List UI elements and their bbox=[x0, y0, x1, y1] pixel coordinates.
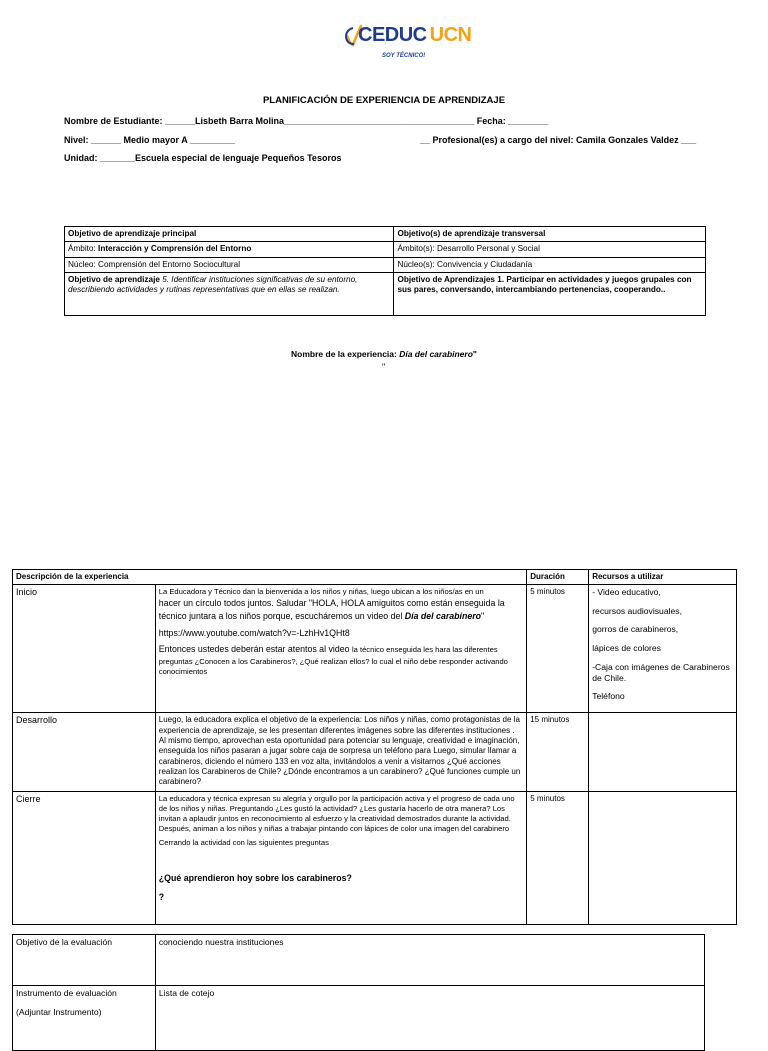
table-row bbox=[65, 242, 706, 257]
eval-objective-value: conociendo nuestra instituciones bbox=[155, 935, 704, 986]
document-title: PLANIFICACIÓN DE EXPERIENCIA DE APRENDIZAJE bbox=[262, 95, 506, 106]
logo-tagline: SOY TÉCNICO! bbox=[382, 53, 426, 59]
table-row bbox=[65, 257, 706, 272]
evaluation-table bbox=[12, 934, 705, 1051]
logo-wordmark: CEDUC UCN bbox=[358, 24, 472, 46]
experience-plan-table bbox=[12, 569, 737, 925]
stray-mark: " bbox=[382, 362, 386, 372]
cierre-label: Cierre bbox=[13, 792, 156, 925]
video-link[interactable]: https://www.youtube.com/watch?v=-LzhHv1QHt8 bbox=[158, 628, 350, 639]
ceduc-ucn-logo bbox=[344, 22, 472, 70]
cierre-resources bbox=[589, 792, 737, 925]
oa-cell: Objetivo de aprendizaje 5. Identificar instituciones significativas de su entorno, describiendo actividades y rutinas representativas que en ellas se realizan. bbox=[65, 272, 394, 315]
inicio-description: La Educadora y Técnico dan la bienvenida a los niños y niñas, luego ubican a los niños/as en un hacer un círculo todos juntos. Saludar "HOLA, HOLA amiguitos como están enseguida la técnico juntara a los niños porque, escucháremos un video del Día del carabinero" https://www.youtube.com/watch?v=-LzhHv1QHt8 Entonces ustedes deberán estar atentos al video la técnico enseguida les hara las diferentes preguntas ¿Conocen a los Carabineros?, ¿Qué realizan ellos? lo cual el niño debe responder activando conocimientos bbox=[155, 585, 526, 713]
ambito-cell: Ámbito: Interacción y Comprensión del Entorno bbox=[65, 242, 394, 257]
main-objective-header: Objetivo de aprendizaje principal bbox=[65, 227, 394, 242]
table-row bbox=[13, 585, 737, 713]
resources-column-header: Recursos a utilizar bbox=[589, 570, 737, 585]
desc-column-header: Descripción de la experiencia bbox=[13, 570, 527, 585]
inicio-resources: - Video educativo, recursos audiovisuales, gorros de carabineros, lápices de colores -Caja con imágenes de Carabineros de Chile. Teléfono bbox=[589, 585, 737, 713]
table-row bbox=[13, 792, 737, 925]
student-line: Nombre de Estudiante: ______Lisbeth Barra Molina______________________________________ Fecha: ________ bbox=[64, 116, 549, 126]
eval-instrument-label: Instrumento de evaluación (Adjuntar Instrumento) bbox=[13, 986, 156, 1051]
table-row bbox=[13, 935, 705, 986]
objectives-table bbox=[64, 226, 706, 316]
unit-line: Unidad: _______Escuela especial de lenguaje Pequeños Tesoros bbox=[64, 153, 342, 163]
table-row bbox=[65, 272, 706, 315]
nucleo-cell: Núcleo: Comprensión del Entorno Sociocultural bbox=[65, 257, 394, 272]
table-row bbox=[13, 570, 737, 585]
cierre-duration: 5 minutos bbox=[527, 792, 589, 925]
cierre-description: La educadora y técnica expresan su alegría y orgullo por la participación activa y el progreso de cada uno de los niños y niñas. Preguntando ¿Les gustó la actividad? ¿Les gustaría hacerlo de otra manera? Los invitan a aplaudir juntos en reconocimiento al esfuerzo y la creatividad demostrados durante la actividad. Después, animan a los niños y niñas a trabajar pintando con lápices de color una imagen del carabinero Cerrando la actividad con las siguientes preguntas ¿Qué aprendieron hoy sobre los carabineros? ? bbox=[155, 792, 526, 925]
eval-objective-label: Objetivo de la evaluación bbox=[13, 935, 156, 986]
desarrollo-resources bbox=[589, 713, 737, 792]
inicio-label: Inicio bbox=[13, 585, 156, 713]
experience-name: Nombre de la experiencia: Día del carabinero" bbox=[291, 349, 477, 359]
inicio-duration: 5 minutos bbox=[527, 585, 589, 713]
ambitos-trans-cell: Ámbito(s): Desarrollo Personal y Social bbox=[394, 242, 706, 257]
table-row bbox=[65, 227, 706, 242]
desarrollo-description: Luego, la educadora explica el objetivo de la experiencia: Los niños y niñas, como protagonistas de la experiencia de aprendizaje, se les presentan diferentes imágenes sobre las diferentes instituciones . Al mismo tiempo, aprovechan esta oportunidad para potenciar su lenguaje, creatividad e imaginación, enseguida los niños pasaran a jugar sobre caja de sorpresa un teléfono para Luego, simular llamar a carabineros, diciendo el número 133 en voz alta, invitándolos a venir a visitarnos ¿Qué acciones realizan los Carabineros de Chile? ¿Dónde encontramos a un carabinero? ¿Qué funciones cumple un carabinero? bbox=[155, 713, 526, 792]
eval-instrument-value: Lista de cotejo bbox=[155, 986, 704, 1051]
duration-column-header: Duración bbox=[527, 570, 589, 585]
nucleos-trans-cell: Núcleo(s): Convivencia y Ciudadanía bbox=[394, 257, 706, 272]
transversal-objective-header: Objetivo(s) de aprendizaje transversal bbox=[394, 227, 706, 242]
level-line: Nivel: ______ Medio mayor A _________ bbox=[64, 135, 235, 145]
oa-trans-cell: Objetivo de Aprendizajes 1. Participar en actividades y juegos grupales con sus pares, conversando, intercambiando pertenencias, cooperando.. bbox=[394, 272, 706, 315]
desarrollo-label: Desarrollo bbox=[13, 713, 156, 792]
desarrollo-duration: 15 minutos bbox=[527, 713, 589, 792]
table-row bbox=[13, 986, 705, 1051]
staff-line: __ Profesional(es) a cargo del nivel: Camila Gonzales Valdez ___ bbox=[420, 135, 697, 145]
table-row bbox=[13, 713, 737, 792]
